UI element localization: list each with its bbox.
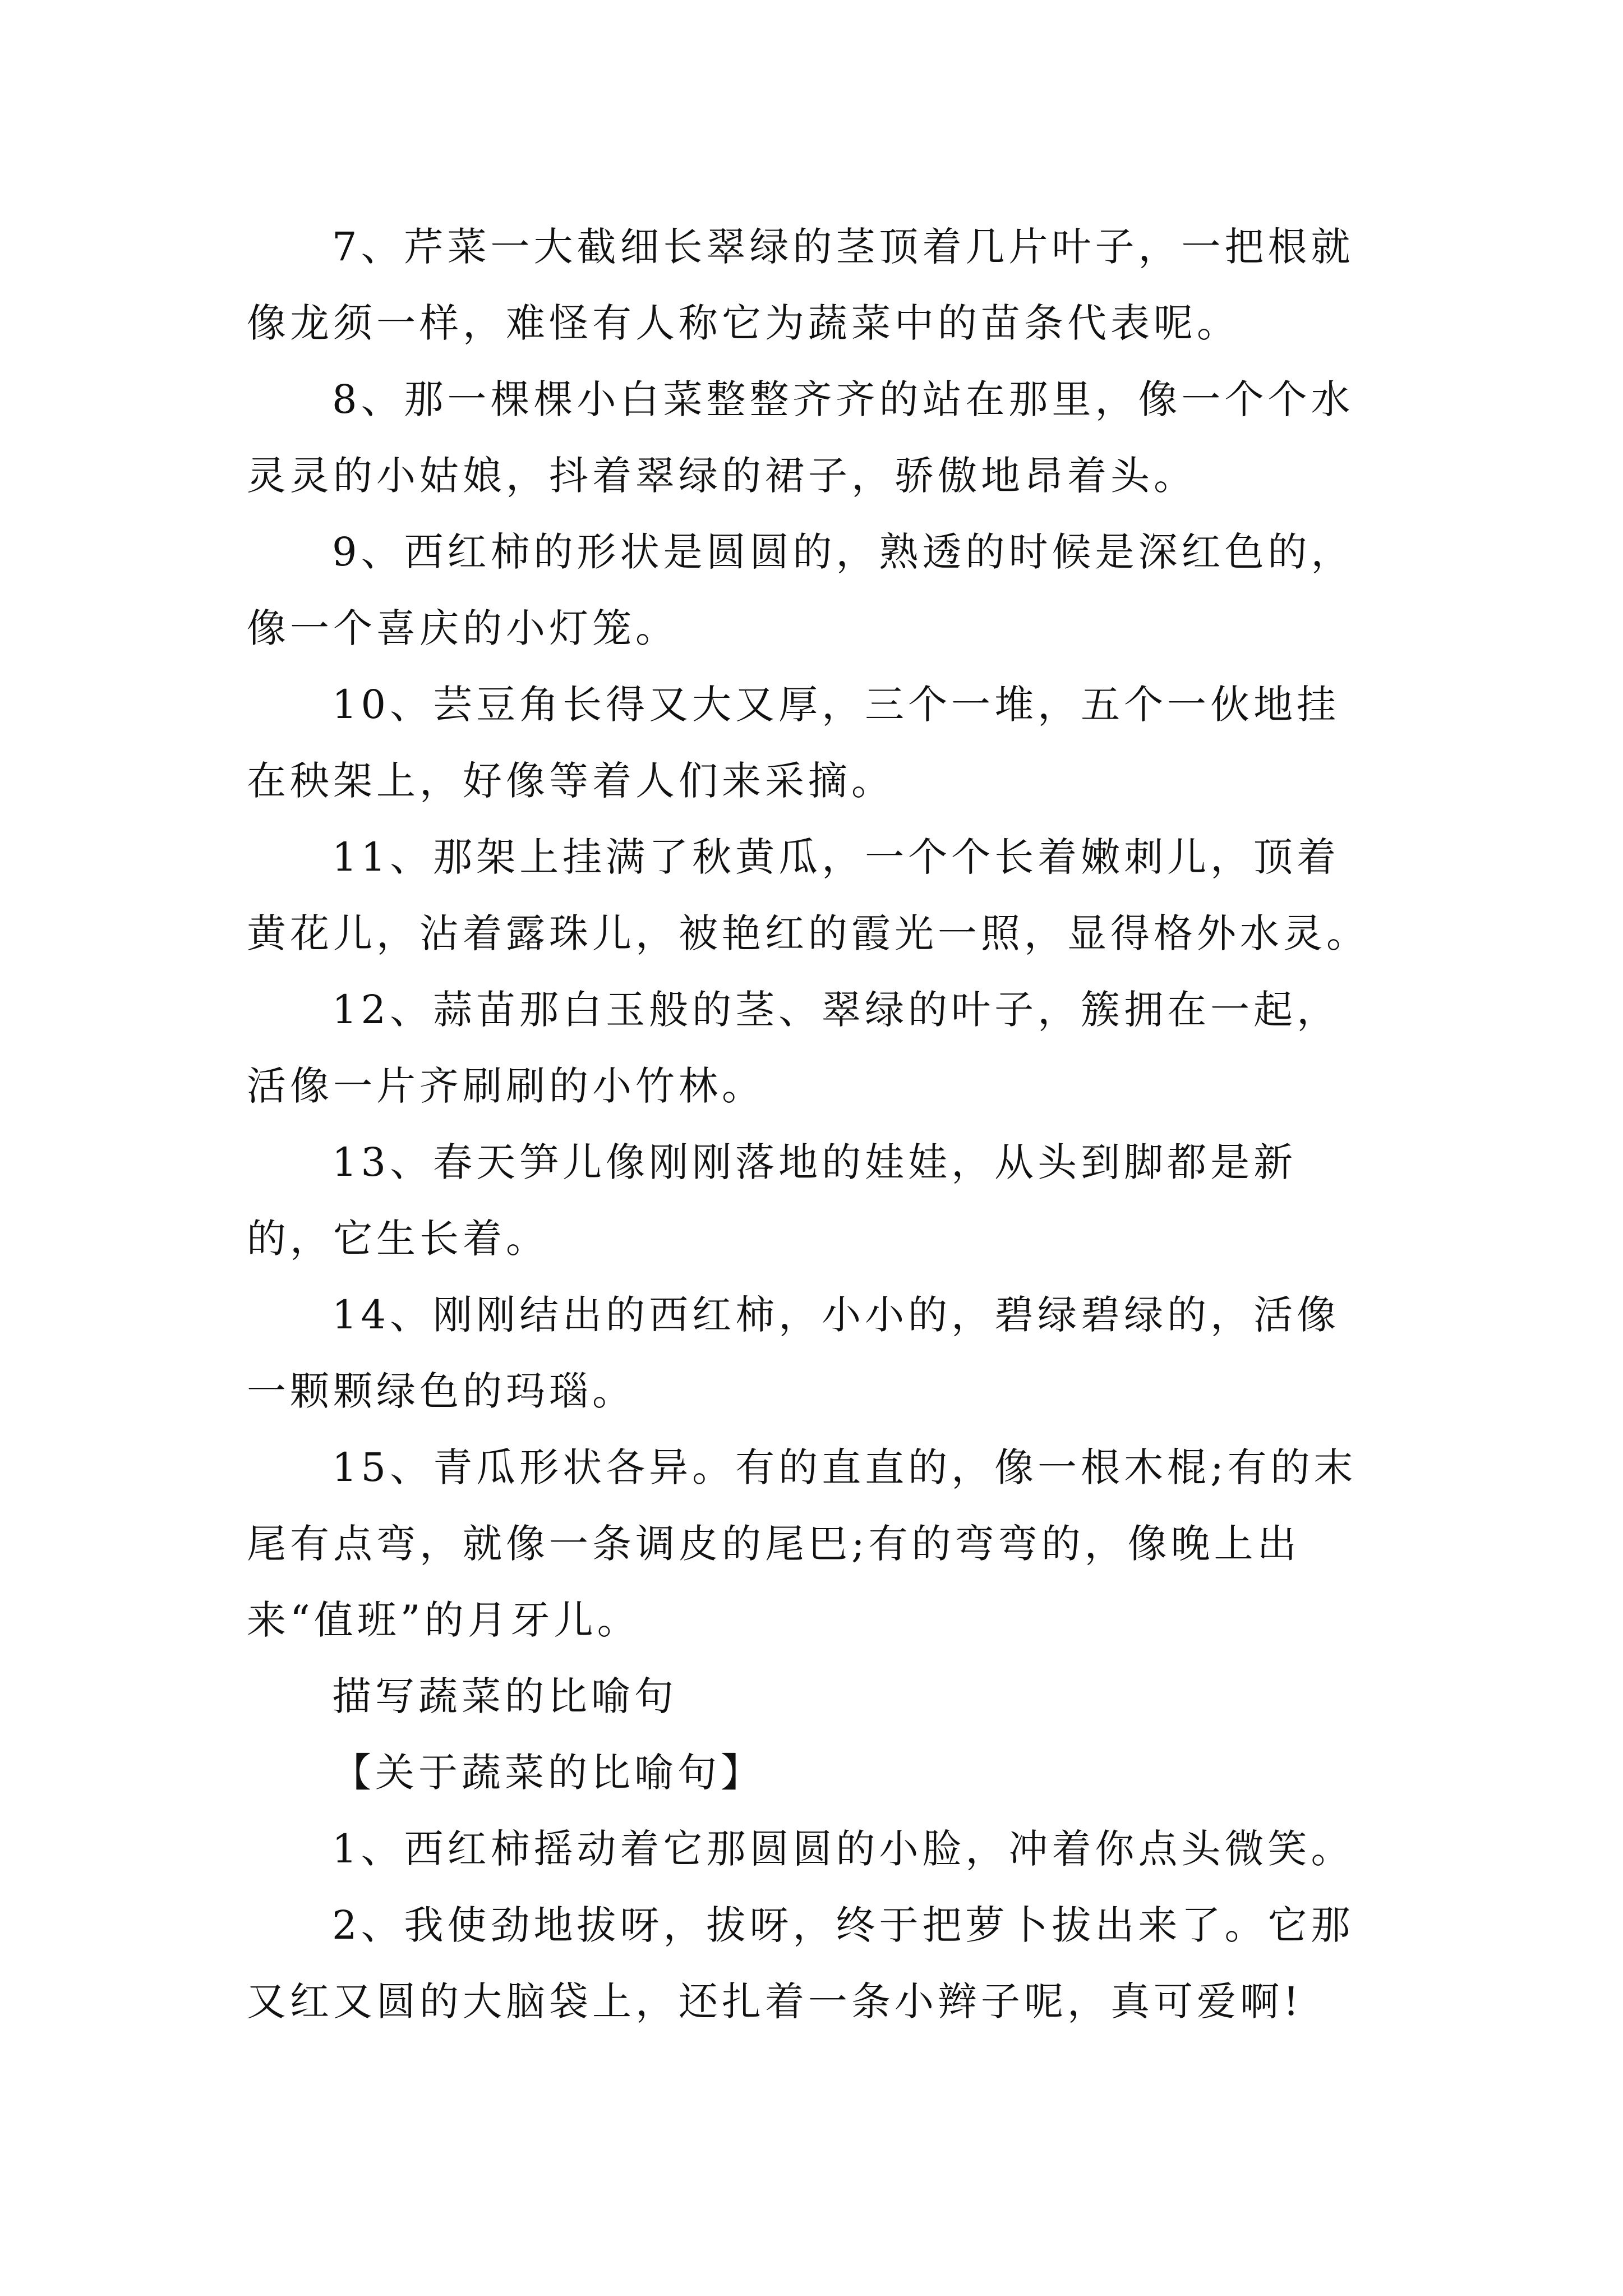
paragraph-14: 14、刚刚结出的西红柿，小小的，碧绿碧绿的，活像一颗颗绿色的玛瑙。 — [247, 1292, 1340, 1414]
paragraph-9: 9、西红柿的形状是圆圆的，熟透的时候是深红色的，像一个喜庆的小灯笼。 — [247, 529, 1354, 651]
section-heading: 描写蔬菜的比喻句 — [332, 1673, 677, 1719]
document-body — [247, 209, 1382, 2040]
section-subheading: 【关于蔬菜的比喻句】 — [332, 1750, 764, 1796]
paragraph-10: 10、芸豆角长得又大又厚，三个一堆，五个一伙地挂在秧架上，好像等着人们来采摘。 — [247, 682, 1340, 804]
paragraph-15: 15、青瓜形状各异。有的直直的，像一根木棍;有的末尾有点弯，就像一条调皮的尾巴;有的弯弯的，像晚上出来“值班”的月牙儿。 — [247, 1444, 1357, 1643]
paragraph-2: 2、我使劲地拔呀，拔呀，终于把萝卜拔出来了。它那又红又圆的大脑袋上，还扎着一条小辫子呢，真可爱啊! — [247, 1902, 1354, 2024]
paragraph-13: 13、春天笋儿像刚刚落地的娃娃，从头到脚都是新的，它生长着。 — [247, 1139, 1297, 1262]
paragraph-8: 8、那一棵棵小白菜整整齐齐的站在那里，像一个个水灵灵的小姑娘，抖着翠绿的裙子，骄傲地昂着头。 — [247, 376, 1354, 499]
paragraph-1: 1、西红柿摇动着它那圆圆的小脸，冲着你点头微笑。 — [332, 1826, 1354, 1872]
paragraph-7: 7、芹菜一大截细长翠绿的茎顶着几片叶子，一把根就像龙须一样，难怪有人称它为蔬菜中的苗条代表呢。 — [247, 224, 1354, 346]
paragraph-12: 12、蒜苗那白玉般的茎、翠绿的叶子，簇拥在一起，活像一片齐刷刷的小竹林。 — [247, 987, 1340, 1109]
paragraph-11: 11、那架上挂满了秋黄瓜，一个个长着嫩刺儿，顶着黄花儿，沾着露珠儿，被艳红的霞光一照，显得格外水灵。 — [247, 834, 1370, 956]
